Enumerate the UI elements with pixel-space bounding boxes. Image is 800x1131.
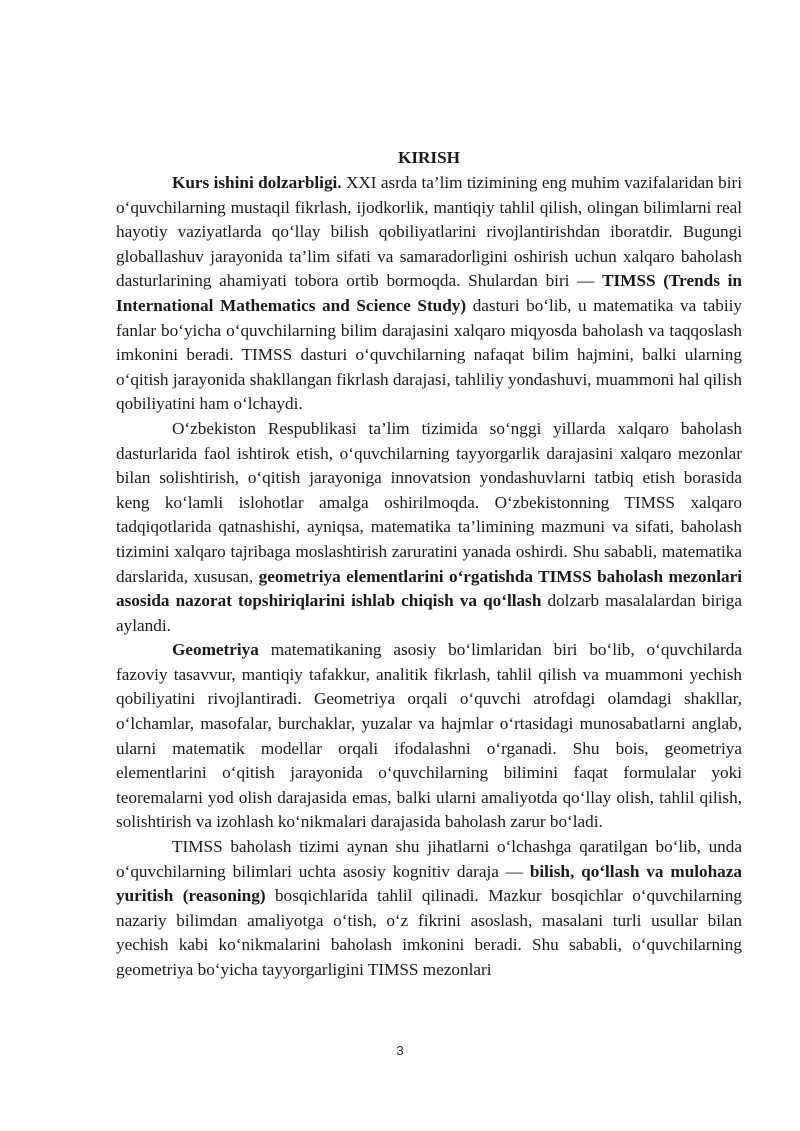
text-run: dasturi bo‘lib, u matematika va tabiiy fanlar bo‘yicha o‘quvchilarning bilim darajasini xalqaro miqyosda baholash va taqqoslash imkonini beradi. TIMSS dasturi o‘quvchilarning nafaqat bilim hajmini, balki ularning o‘qitish jarayonida shakllangan fikrlash darajasi, tahliliy yondashuvi, muammoni hal qilish qobiliyatini ham o‘lchaydi. bbox=[116, 295, 742, 414]
body-paragraph bbox=[116, 638, 742, 835]
bold-text-run: bilish, qo‘llash va mulohaza yuritish (reasoning) bbox=[116, 861, 742, 906]
bold-text-run: TIMSS (Trends in International Mathematics and Science Study) bbox=[116, 271, 742, 315]
text-run: bosqichlarida tahlil qilinadi. Mazkur bosqichlar o‘quvchilarning nazariy bilimdan amaliyotga o‘tish, o‘z fikrini asoslash, masalani turli usullar bilan yechish kabi ko‘nikmalarini baholash imkonini beradi. Shu sababli, o‘quvchilarning geometriya bo‘yicha tayyorgarligini TIMSS mezonlari bbox=[116, 886, 742, 979]
page-title: KIRISH bbox=[397, 148, 461, 167]
paragraph-list bbox=[116, 171, 742, 983]
bold-text-run: Kurs ishini dolzarbligi. bbox=[172, 173, 342, 192]
text-run: O‘zbekiston Respublikasi ta’lim tizimida so‘nggi yillarda xalqaro baholash dasturlarida faol ishtirok etish, o‘quvchilarning tayyorgarlik darajasini xalqaro mezonlar bilan solishtirish, o‘qitish jarayoniga innovatsion yondashuvlarni tatbiq etish borasida keng ko‘lamli islohotlar amalga oshirilmoqda. O‘zbekistonning TIMSS xalqaro tadqiqotlarida qatnashishi, ayniqsa, matematika ta’limining mazmuni va sifati, baholash tizimini xalqaro tajribaga moslashtirish zaruratini yanada oshirdi. Shu sababli, matematika darslarida, xususan, bbox=[116, 418, 742, 586]
bold-text-run: Geometriya bbox=[172, 640, 259, 660]
page-body bbox=[116, 146, 742, 983]
text-run: TIMSS baholash tizimi aynan shu jihatlarni o‘lchashga qaratilgan bo‘lib, unda o‘quvchilarning bilimlari uchta asosiy kognitiv daraja — bbox=[116, 837, 742, 881]
body-paragraph bbox=[116, 171, 742, 417]
text-run: dolzarb masalalardan biriga aylandi. bbox=[116, 591, 743, 635]
text-run: matematikaning asosiy bo‘limlaridan biri bo‘lib, o‘quvchilarda fazoviy tasavvur, mantiqiy tafakkur, analitik fikrlash, tahlil qilish va muammoni yechish qobiliyatini rivojlantiradi. Geometriya orqali o‘quvchi atrofdagi olamdagi shakllar, o‘lchamlar, masofalar, burchaklar, yuzalar va hajmlar o‘rtasidagi munosabatlarni anglab, ularni matematik modellar orqali ifodalashni o‘rganadi. Shu bois, geometriya elementlarini o‘qitish jarayonida o‘quvchilarning bilimini faqat formulalar yoki teoremalarni yod olish darajasida emas, balki ularni amaliyotda qo‘llay olish, tahlil qilish, solishtirish va izohlash ko‘nikmalari darajasida baholash zarur bo‘ladi. bbox=[116, 640, 742, 832]
bold-text-run: geometriya elementlarini o‘rgatishda TIMSS baholash mezonlari asosida nazorat topshiriqlarini ishlab chiqish va qo‘llash bbox=[116, 566, 742, 611]
text-run: XXI asrda ta’lim tizimining eng muhim vazifalaridan biri o‘quvchilarning mustaqil fikrlash, ijodkorlik, mantiqiy tahlil qilish, olingan bilimlarni real hayotiy vaziyatlarda qo‘llay bilish qobiliyatlarini rivojlantirishdan iboratdir. Bugungi globallashuv jarayonida ta’lim sifati va samaradorligini oshirish uchun xalqaro baholash dasturlarining ahamiyati tobora ortib bormoqda. Shulardan biri — bbox=[116, 173, 742, 291]
body-paragraph bbox=[116, 417, 742, 638]
page-number: 3 bbox=[396, 1043, 404, 1058]
body-paragraph bbox=[116, 835, 742, 983]
